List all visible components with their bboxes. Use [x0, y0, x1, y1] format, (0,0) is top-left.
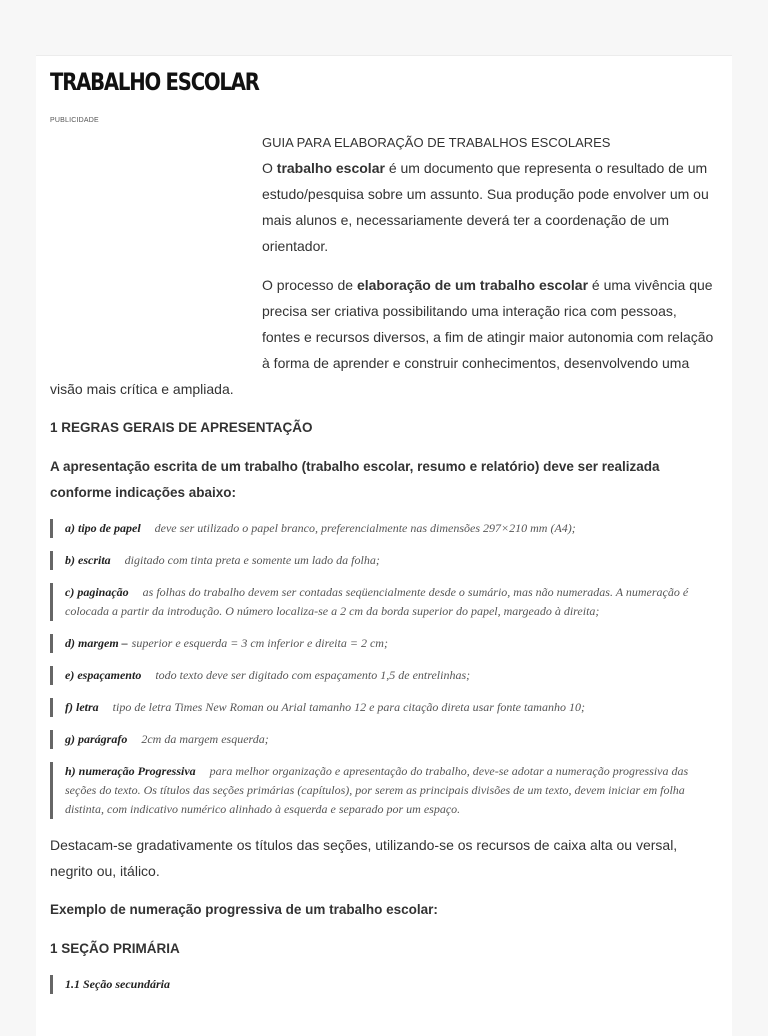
rule-item: f) letra tipo de letra Times New Roman ou Arial tamanho 12 e para citação direta usar fonte tamanho 10;	[50, 698, 718, 717]
rule-item: h) numeração Progressiva para melhor organização e apresentação do trabalho, deve-se adotar a numeração progressiva das seções do texto. Os títulos das seções primárias (capítulos), por serem as principais divisões de um texto, devem iniciar em folha distinta, com indicativo numérico alinhado à esquerda e separado por um espaço.	[50, 762, 718, 819]
ad-label: PUBLICIDADE	[50, 117, 99, 124]
guide-title: GUIA PARA ELABORAÇÃO DE TRABALHOS ESCOLARES	[262, 135, 611, 150]
section-subheading: A apresentação escrita de um trabalho (trabalho escolar, resumo e relatório) deve ser realizada conforme indicações abaixo:	[50, 459, 660, 500]
paragraph-titles: Destacam-se gradativamente os títulos das seções, utilizando-se os recursos de caixa alta ou versal, negrito ou, itálico.	[50, 837, 678, 879]
intro-paragraph-2: O processo de elaboração de um trabalho escolar é uma vivência que precisa ser criativa possibilitando uma interação rica com pessoas, fontes e recursos diversos, a fim de atingir maior autonomia com relação à forma de aprender e construir conhecimentos, desenvolvendo uma visão mais crítica e ampliada.	[50, 277, 714, 397]
rule-item: g) parágrafo 2cm da margem esquerda;	[50, 730, 718, 749]
rule-item: c) paginação as folhas do trabalho devem ser contadas seqüencialmente desde o sumário, mas não numeradas. A numeração é colocada a partir da introdução. O número localiza-se a 2 cm da borda superior do papel, margeado à direita;	[50, 583, 718, 621]
section-heading-1: 1 REGRAS GERAIS DE APRESENTAÇÃO	[50, 420, 313, 435]
ad-slot	[50, 124, 262, 360]
rule-item: d) margem – superior e esquerda = 3 cm inferior e direita = 2 cm;	[50, 634, 718, 653]
rule-item: b) escrita digitado com tinta preta e somente um lado da folha;	[50, 551, 718, 570]
rules-list	[50, 519, 718, 819]
primary-section-example: 1 SEÇÃO PRIMÁRIA	[50, 941, 180, 956]
rule-item: e) espaçamento todo texto deve ser digitado com espaçamento 1,5 de entrelinhas;	[50, 666, 718, 685]
example-heading: Exemplo de numeração progressiva de um trabalho escolar:	[50, 902, 438, 917]
intro-paragraph-1: O trabalho escolar é um documento que representa o resultado de um estudo/pesquisa sobre um assunto. Sua produção pode envolver um ou mais alunos e, necessariamente deverá ter a coordenação de um orientador.	[262, 160, 709, 254]
secondary-section-example: 1.1 Seção secundária	[50, 975, 718, 994]
page-title: TRABALHO ESCOLAR	[50, 68, 259, 96]
rule-item: a) tipo de papel deve ser utilizado o papel branco, preferencialmente nas dimensões 297×210 mm (A4);	[50, 519, 718, 538]
article-card	[36, 55, 732, 1036]
